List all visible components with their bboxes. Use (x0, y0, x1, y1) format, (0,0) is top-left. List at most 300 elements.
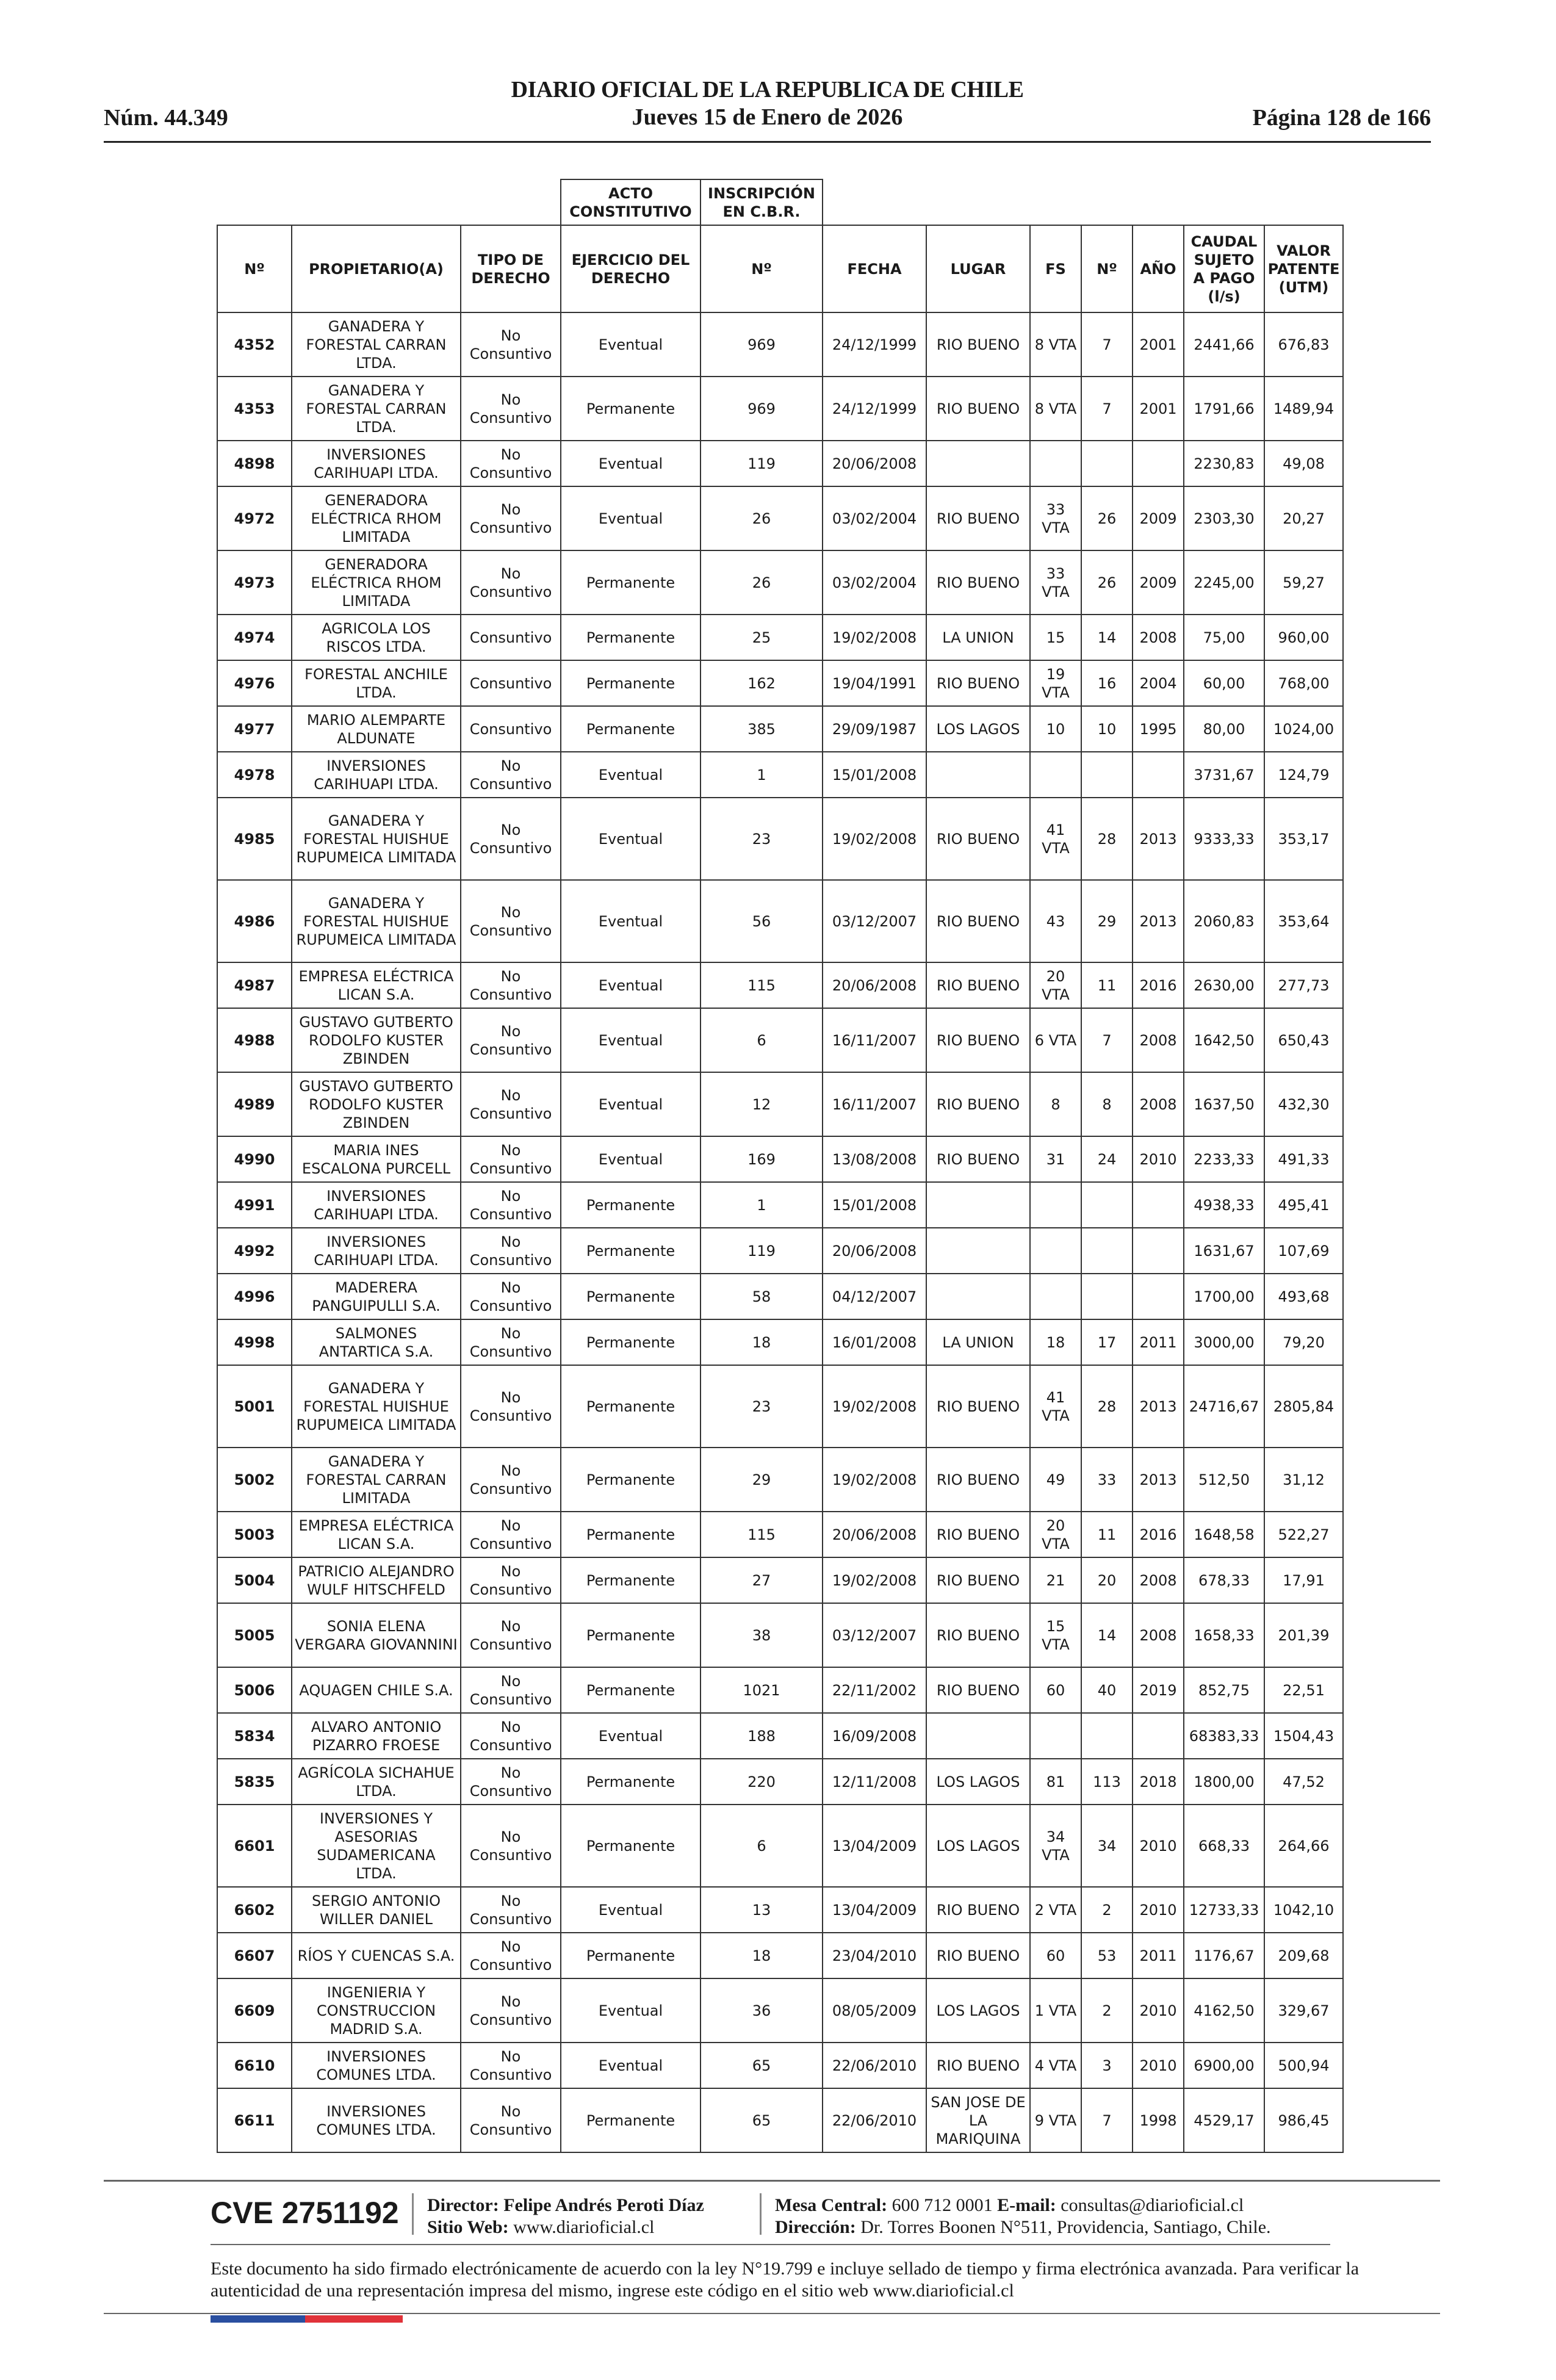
cell-anio: 2016 (1133, 1512, 1184, 1557)
table-row (217, 1365, 1343, 1448)
cell-caudal: 2630,00 (1184, 962, 1264, 1008)
cell-fecha: 19/02/2008 (823, 615, 926, 660)
cell-anio: 2010 (1133, 2043, 1184, 2088)
cell-propietario: SALMONES ANTARTICA S.A. (292, 1319, 461, 1365)
cell-tipo: No Consuntivo (461, 1805, 561, 1887)
cell-ejercicio: Permanente (561, 1603, 701, 1667)
cell-n2: 34 (1081, 1805, 1133, 1887)
cell-n2 (1081, 1713, 1133, 1759)
cell-valor: 986,45 (1264, 2088, 1343, 2152)
cell-fecha: 13/04/2009 (823, 1805, 926, 1887)
cell-numero: 65 (701, 2088, 823, 2152)
cell-propietario: INVERSIONES COMUNES LTDA. (292, 2043, 461, 2088)
cell-caudal: 1637,50 (1184, 1072, 1264, 1136)
cell-numero: 188 (701, 1713, 823, 1759)
cell-valor: 47,52 (1264, 1759, 1343, 1805)
cell-numero: 23 (701, 1365, 823, 1448)
cell-valor: 107,69 (1264, 1228, 1343, 1274)
table-row (217, 798, 1343, 880)
header-tipo: TIPO DE DERECHO (461, 225, 561, 312)
cell-numero: 1021 (701, 1667, 823, 1713)
cell-propietario: MARIO ALEMPARTE ALDUNATE (292, 706, 461, 752)
header-numero: Nº (701, 225, 823, 312)
table-row (217, 1978, 1343, 2043)
header-valor: VALOR PATENTE (UTM) (1264, 225, 1343, 312)
cell-lugar: RIO BUENO (926, 1136, 1030, 1182)
cell-caudal: 2060,83 (1184, 880, 1264, 962)
table-row (217, 1136, 1343, 1182)
cell-n2 (1081, 441, 1133, 486)
cell-lugar: RIO BUENO (926, 798, 1030, 880)
cell-valor: 201,39 (1264, 1603, 1343, 1667)
cell-anio (1133, 1228, 1184, 1274)
cell-tipo: No Consuntivo (461, 1512, 561, 1557)
table-row (217, 1603, 1343, 1667)
cell-anio: 2004 (1133, 660, 1184, 706)
cell-fecha: 16/11/2007 (823, 1072, 926, 1136)
cell-fecha: 19/02/2008 (823, 798, 926, 880)
cell-propietario: AQUAGEN CHILE S.A. (292, 1667, 461, 1713)
cell-caudal: 1176,67 (1184, 1933, 1264, 1978)
cell-n: 6602 (217, 1887, 292, 1933)
cell-n: 4988 (217, 1008, 292, 1072)
cell-tipo: No Consuntivo (461, 377, 561, 441)
cell-propietario: PATRICIO ALEJANDRO WULF HITSCHFELD (292, 1557, 461, 1603)
cell-fs: 8 (1030, 1072, 1081, 1136)
cell-n: 4974 (217, 615, 292, 660)
cell-lugar: RIO BUENO (926, 1512, 1030, 1557)
cell-fs (1030, 752, 1081, 798)
cell-ejercicio: Permanente (561, 377, 701, 441)
cell-numero: 1 (701, 752, 823, 798)
cell-ejercicio: Permanente (561, 1319, 701, 1365)
cell-anio: 2008 (1133, 1557, 1184, 1603)
cell-fecha: 13/04/2009 (823, 1887, 926, 1933)
cell-valor: 209,68 (1264, 1933, 1343, 1978)
cell-anio (1133, 752, 1184, 798)
table-row (217, 377, 1343, 441)
cell-caudal: 512,50 (1184, 1448, 1264, 1512)
cell-caudal: 80,00 (1184, 706, 1264, 752)
cell-n2: 7 (1081, 1008, 1133, 1072)
header-caudal: CAUDAL SUJETO A PAGO (l/s) (1184, 225, 1264, 312)
cell-valor: 495,41 (1264, 1182, 1343, 1228)
cell-n: 5835 (217, 1759, 292, 1805)
cell-anio: 1995 (1133, 706, 1184, 752)
cell-fecha: 22/11/2002 (823, 1667, 926, 1713)
cell-propietario: GENERADORA ELÉCTRICA RHOM LIMITADA (292, 550, 461, 615)
cell-valor: 17,91 (1264, 1557, 1343, 1603)
cell-numero: 58 (701, 1274, 823, 1319)
cell-caudal: 60,00 (1184, 660, 1264, 706)
cell-fs: 19 VTA (1030, 660, 1081, 706)
cell-valor: 1042,10 (1264, 1887, 1343, 1933)
cell-valor: 59,27 (1264, 550, 1343, 615)
cell-tipo: No Consuntivo (461, 1667, 561, 1713)
cell-lugar: RIO BUENO (926, 880, 1030, 962)
cell-propietario: RÍOS Y CUENCAS S.A. (292, 1933, 461, 1978)
cell-fecha: 22/06/2010 (823, 2088, 926, 2152)
cell-tipo: No Consuntivo (461, 962, 561, 1008)
cell-n: 6610 (217, 2043, 292, 2088)
cell-numero: 6 (701, 1008, 823, 1072)
footer-bottom-rule (104, 2313, 1440, 2314)
cell-anio: 2008 (1133, 615, 1184, 660)
header-ejercicio: EJERCICIO DEL DERECHO (561, 225, 701, 312)
cell-anio: 2011 (1133, 1319, 1184, 1365)
cell-tipo: Consuntivo (461, 615, 561, 660)
cell-propietario: GANADERA Y FORESTAL HUISHUE RUPUMEICA LIMITADA (292, 798, 461, 880)
cell-anio (1133, 1274, 1184, 1319)
cell-lugar: RIO BUENO (926, 312, 1030, 377)
footer-director-block (427, 2194, 704, 2238)
cell-valor: 49,08 (1264, 441, 1343, 486)
cell-caudal: 2245,00 (1184, 550, 1264, 615)
cell-fs: 4 VTA (1030, 2043, 1081, 2088)
cell-fecha: 20/06/2008 (823, 1512, 926, 1557)
cell-fecha: 13/08/2008 (823, 1136, 926, 1182)
cell-fecha: 20/06/2008 (823, 1228, 926, 1274)
cell-n: 5006 (217, 1667, 292, 1713)
cell-propietario: GANADERA Y FORESTAL CARRAN LTDA. (292, 377, 461, 441)
cell-lugar: RIO BUENO (926, 1933, 1030, 1978)
cell-ejercicio: Eventual (561, 752, 701, 798)
cell-fs: 6 VTA (1030, 1008, 1081, 1072)
cell-ejercicio: Eventual (561, 1887, 701, 1933)
cell-tipo: No Consuntivo (461, 1759, 561, 1805)
cell-numero: 12 (701, 1072, 823, 1136)
cell-tipo: No Consuntivo (461, 752, 561, 798)
cell-valor: 264,66 (1264, 1805, 1343, 1887)
cell-tipo: No Consuntivo (461, 1072, 561, 1136)
cell-numero: 220 (701, 1759, 823, 1805)
cell-numero: 36 (701, 1978, 823, 2043)
footer-separator (760, 2193, 762, 2235)
cell-fecha: 20/06/2008 (823, 962, 926, 1008)
cell-ejercicio: Eventual (561, 1713, 701, 1759)
table-row (217, 550, 1343, 615)
legal-notice: Este documento ha sido firmado electrónicamente de acuerdo con la ley N°19.799 e incluye sellado de tiempo y firma electrónica avanzada. Para verificar la autenticidad de una representación impresa del mismo, ingrese este código en el sitio web www.diarioficial.cl (211, 2259, 1360, 2301)
cell-n2: 40 (1081, 1667, 1133, 1713)
header-propietario: PROPIETARIO(A) (292, 225, 461, 312)
cell-fecha: 24/12/1999 (823, 312, 926, 377)
cell-lugar: LOS LAGOS (926, 1759, 1030, 1805)
cell-ejercicio: Eventual (561, 880, 701, 962)
cell-lugar (926, 1182, 1030, 1228)
cell-caudal: 68383,33 (1184, 1713, 1264, 1759)
cell-n2: 14 (1081, 615, 1133, 660)
cell-n2 (1081, 752, 1133, 798)
cell-lugar: RIO BUENO (926, 550, 1030, 615)
cell-propietario: INVERSIONES CARIHUAPI LTDA. (292, 752, 461, 798)
table-row (217, 962, 1343, 1008)
cell-caudal: 6900,00 (1184, 2043, 1264, 2088)
cell-propietario: GUSTAVO GUTBERTO RODOLFO KUSTER ZBINDEN (292, 1008, 461, 1072)
cell-n2: 10 (1081, 706, 1133, 752)
cell-lugar: RIO BUENO (926, 660, 1030, 706)
cell-propietario: GUSTAVO GUTBERTO RODOLFO KUSTER ZBINDEN (292, 1072, 461, 1136)
cell-numero: 13 (701, 1887, 823, 1933)
header-lugar: LUGAR (926, 225, 1030, 312)
cell-propietario: EMPRESA ELÉCTRICA LICAN S.A. (292, 962, 461, 1008)
cell-anio: 2016 (1133, 962, 1184, 1008)
cell-fecha: 03/02/2004 (823, 550, 926, 615)
cell-valor: 1024,00 (1264, 706, 1343, 752)
cell-fs (1030, 441, 1081, 486)
cell-tipo: No Consuntivo (461, 1978, 561, 2043)
cell-numero: 23 (701, 798, 823, 880)
cell-numero: 119 (701, 441, 823, 486)
cell-caudal: 1700,00 (1184, 1274, 1264, 1319)
cell-n2: 28 (1081, 798, 1133, 880)
cell-numero: 385 (701, 706, 823, 752)
cell-numero: 119 (701, 1228, 823, 1274)
cell-n: 6609 (217, 1978, 292, 2043)
cell-fecha: 16/11/2007 (823, 1008, 926, 1072)
mesa-label: Mesa Central: (775, 2195, 888, 2215)
cell-n2: 17 (1081, 1319, 1133, 1365)
cell-n2 (1081, 1182, 1133, 1228)
cell-tipo: Consuntivo (461, 706, 561, 752)
cell-caudal: 1642,50 (1184, 1008, 1264, 1072)
cell-caudal: 75,00 (1184, 615, 1264, 660)
cell-n: 5003 (217, 1512, 292, 1557)
cell-fecha: 15/01/2008 (823, 752, 926, 798)
table-row (217, 1274, 1343, 1319)
table-row (217, 2088, 1343, 2152)
cell-fecha: 19/02/2008 (823, 1557, 926, 1603)
cell-propietario: INVERSIONES CARIHUAPI LTDA. (292, 441, 461, 486)
cell-fs: 20 VTA (1030, 1512, 1081, 1557)
cell-fs: 15 VTA (1030, 1603, 1081, 1667)
table-row (217, 2043, 1343, 2088)
cell-tipo: No Consuntivo (461, 441, 561, 486)
cell-fs: 33 VTA (1030, 486, 1081, 550)
cell-valor: 31,12 (1264, 1448, 1343, 1512)
cell-n2: 11 (1081, 1512, 1133, 1557)
cell-anio: 2008 (1133, 1008, 1184, 1072)
table-row (217, 660, 1343, 706)
cell-anio: 2011 (1133, 1933, 1184, 1978)
table-row (217, 312, 1343, 377)
cell-tipo: No Consuntivo (461, 550, 561, 615)
cell-caudal: 12733,33 (1184, 1887, 1264, 1933)
cell-fs (1030, 1182, 1081, 1228)
cell-tipo: No Consuntivo (461, 2088, 561, 2152)
newspaper-title: DIARIO OFICIAL DE LA REPUBLICA DE CHILE (511, 77, 1024, 103)
cell-anio: 2001 (1133, 377, 1184, 441)
cell-propietario: SERGIO ANTONIO WILLER DANIEL (292, 1887, 461, 1933)
cell-caudal: 3731,67 (1184, 752, 1264, 798)
cell-ejercicio: Permanente (561, 1365, 701, 1448)
cell-fs (1030, 1274, 1081, 1319)
cell-anio (1133, 1182, 1184, 1228)
cell-n: 4978 (217, 752, 292, 798)
issue-number: Núm. 44.349 (104, 105, 228, 131)
cell-ejercicio: Permanente (561, 1182, 701, 1228)
header-fecha: FECHA (823, 225, 926, 312)
cell-valor: 353,17 (1264, 798, 1343, 880)
cell-valor: 1489,94 (1264, 377, 1343, 441)
cell-anio: 2008 (1133, 1072, 1184, 1136)
cell-fs: 9 VTA (1030, 2088, 1081, 2152)
cell-n: 5834 (217, 1713, 292, 1759)
cell-n2: 29 (1081, 880, 1133, 962)
cell-caudal: 1648,58 (1184, 1512, 1264, 1557)
cell-tipo: No Consuntivo (461, 2043, 561, 2088)
cell-tipo: No Consuntivo (461, 1274, 561, 1319)
cell-n2: 2 (1081, 1887, 1133, 1933)
cell-fs: 34 VTA (1030, 1805, 1081, 1887)
cell-ejercicio: Eventual (561, 962, 701, 1008)
cell-ejercicio: Eventual (561, 2043, 701, 2088)
cell-n: 4973 (217, 550, 292, 615)
cell-caudal: 4938,33 (1184, 1182, 1264, 1228)
cell-valor: 522,27 (1264, 1512, 1343, 1557)
cell-n2: 26 (1081, 486, 1133, 550)
cell-anio: 2018 (1133, 1759, 1184, 1805)
cell-tipo: No Consuntivo (461, 1365, 561, 1448)
cell-anio (1133, 441, 1184, 486)
cell-fecha: 24/12/1999 (823, 377, 926, 441)
cell-numero: 65 (701, 2043, 823, 2088)
cell-n: 4898 (217, 441, 292, 486)
website-link[interactable]: www.diarioficial.cl (513, 2217, 655, 2237)
cell-tipo: No Consuntivo (461, 1557, 561, 1603)
cell-n: 6601 (217, 1805, 292, 1887)
cell-numero: 6 (701, 1805, 823, 1887)
cell-lugar: LOS LAGOS (926, 1805, 1030, 1887)
cell-tipo: No Consuntivo (461, 1319, 561, 1365)
cell-fecha: 19/02/2008 (823, 1448, 926, 1512)
cell-numero: 969 (701, 312, 823, 377)
cell-numero: 26 (701, 550, 823, 615)
table-row (217, 1319, 1343, 1365)
cell-fs: 21 (1030, 1557, 1081, 1603)
cell-propietario: EMPRESA ELÉCTRICA LICAN S.A. (292, 1512, 461, 1557)
cell-n: 4976 (217, 660, 292, 706)
table-row (217, 486, 1343, 550)
cell-n2: 20 (1081, 1557, 1133, 1603)
cell-valor: 676,83 (1264, 312, 1343, 377)
cell-fecha: 22/06/2010 (823, 2043, 926, 2088)
table-row (217, 1713, 1343, 1759)
table-row (217, 1008, 1343, 1072)
cell-fecha: 03/02/2004 (823, 486, 926, 550)
cell-numero: 169 (701, 1136, 823, 1182)
cell-numero: 25 (701, 615, 823, 660)
table-row (217, 1887, 1343, 1933)
cell-caudal: 2233,33 (1184, 1136, 1264, 1182)
cell-n2: 16 (1081, 660, 1133, 706)
cell-propietario: GENERADORA ELÉCTRICA RHOM LIMITADA (292, 486, 461, 550)
table-row (217, 1448, 1343, 1512)
cell-fecha: 08/05/2009 (823, 1978, 926, 2043)
header-inscripcion: INSCRIPCIÓN EN C.B.R. (701, 179, 823, 225)
cell-numero: 115 (701, 1512, 823, 1557)
cell-lugar: RIO BUENO (926, 962, 1030, 1008)
table-row (217, 1933, 1343, 1978)
cell-numero: 18 (701, 1933, 823, 1978)
phone-number: 600 712 0001 (891, 2195, 993, 2215)
cell-lugar: RIO BUENO (926, 1365, 1030, 1448)
table-row (217, 1182, 1343, 1228)
cell-anio (1133, 1713, 1184, 1759)
cell-ejercicio: Permanente (561, 1512, 701, 1557)
cell-anio: 2008 (1133, 1603, 1184, 1667)
cve-code: CVE 2751192 (211, 2196, 399, 2230)
cell-tipo: No Consuntivo (461, 1008, 561, 1072)
cell-lugar: RIO BUENO (926, 1557, 1030, 1603)
cell-anio: 2010 (1133, 1887, 1184, 1933)
header-center (104, 76, 1431, 131)
cell-fs: 31 (1030, 1136, 1081, 1182)
cell-anio: 2013 (1133, 1365, 1184, 1448)
cell-propietario: INVERSIONES CARIHUAPI LTDA. (292, 1228, 461, 1274)
cell-numero: 27 (701, 1557, 823, 1603)
cell-propietario: MARIA INES ESCALONA PURCELL (292, 1136, 461, 1182)
cell-ejercicio: Permanente (561, 1274, 701, 1319)
cell-n2: 7 (1081, 377, 1133, 441)
cell-numero: 56 (701, 880, 823, 962)
cell-fs: 41 VTA (1030, 798, 1081, 880)
cell-anio: 2013 (1133, 880, 1184, 962)
cell-propietario: MADERERA PANGUIPULLI S.A. (292, 1274, 461, 1319)
cell-n: 6611 (217, 2088, 292, 2152)
cell-numero: 38 (701, 1603, 823, 1667)
cell-caudal: 1791,66 (1184, 377, 1264, 441)
cell-propietario: GANADERA Y FORESTAL HUISHUE RUPUMEICA LIMITADA (292, 880, 461, 962)
cell-anio: 2013 (1133, 1448, 1184, 1512)
cell-n: 4991 (217, 1182, 292, 1228)
cell-caudal: 2230,83 (1184, 441, 1264, 486)
table-row (217, 1512, 1343, 1557)
cell-caudal: 4529,17 (1184, 2088, 1264, 2152)
cell-propietario: FORESTAL ANCHILE LTDA. (292, 660, 461, 706)
cell-n2: 28 (1081, 1365, 1133, 1448)
cell-n: 4989 (217, 1072, 292, 1136)
cell-valor: 491,33 (1264, 1136, 1343, 1182)
cell-ejercicio: Permanente (561, 1557, 701, 1603)
cell-fs: 2 VTA (1030, 1887, 1081, 1933)
cell-n: 6607 (217, 1933, 292, 1978)
cell-ejercicio: Permanente (561, 1448, 701, 1512)
cell-n: 5005 (217, 1603, 292, 1667)
director-label: Director: (427, 2195, 499, 2215)
cell-lugar (926, 1713, 1030, 1759)
cell-numero: 18 (701, 1319, 823, 1365)
cell-fs: 49 (1030, 1448, 1081, 1512)
cell-ejercicio: Permanente (561, 550, 701, 615)
cell-valor: 768,00 (1264, 660, 1343, 706)
email-link[interactable]: consultas@diarioficial.cl (1061, 2195, 1244, 2215)
cell-n: 4996 (217, 1274, 292, 1319)
cell-ejercicio: Permanente (561, 615, 701, 660)
cell-n: 4998 (217, 1319, 292, 1365)
cell-n: 4985 (217, 798, 292, 880)
table-row (217, 1805, 1343, 1887)
cell-ejercicio: Permanente (561, 1933, 701, 1978)
cell-n2: 113 (1081, 1759, 1133, 1805)
page-number: Página 128 de 166 (1252, 105, 1431, 131)
table-row (217, 1667, 1343, 1713)
cell-tipo: No Consuntivo (461, 880, 561, 962)
cell-propietario: INVERSIONES Y ASESORIAS SUDAMERICANA LTDA. (292, 1805, 461, 1887)
cell-ejercicio: Eventual (561, 1072, 701, 1136)
cell-lugar (926, 1228, 1030, 1274)
cell-fs (1030, 1228, 1081, 1274)
cell-n: 5001 (217, 1365, 292, 1448)
